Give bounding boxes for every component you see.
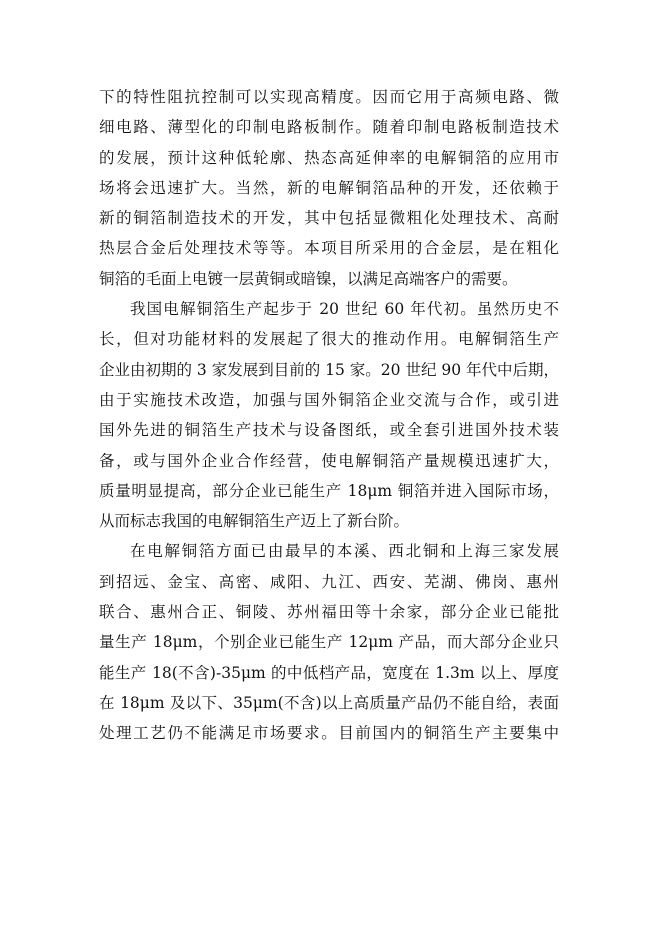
text-line: 新的铜箔制造技术的开发，其中包括显微粗化处理技术、高耐 <box>99 209 559 228</box>
text-line: 质量明显提高，部分企业已能生产 18μm 铜箔并进入国际市场， <box>99 481 559 500</box>
text-line: 联合、惠州合正、铜陵、苏州福田等十余家，部分企业已能批 <box>99 603 559 622</box>
text-line: 下的特性阻抗控制可以实现高精度。因而它用于高频电路、微 <box>99 88 559 106</box>
text-line: 处理工艺仍不能满足市场要求。目前国内的铜箔生产主要集中 <box>99 724 559 743</box>
text-line: 企业由初期的 3 家发展到目前的 15 家。20 世纪 90 年代中后期， <box>99 360 559 379</box>
text-line: 铜箔的毛面上电镀一层黄铜或暗镍，以满足高端客户的需要。 <box>99 269 518 288</box>
text-line: 量生产 18μm，个别企业已能生产 12μm 产品，而大部分企业只 <box>99 633 559 652</box>
text-line: 从而标志我国的电解铜箔生产迈上了新台阶。 <box>99 512 410 531</box>
text-line: 国外先进的铜箔生产技术与设备图纸，或全套引进国外技术装 <box>99 421 559 440</box>
text-line: 到招远、金宝、高密、咸阳、九江、西安、芜湖、佛岗、惠州 <box>99 572 559 591</box>
text-line: 的发展，预计这种低轮廓、热态高延伸率的电解铜箔的应用市 <box>99 148 559 167</box>
paragraph-start-line: 我国电解铜箔生产起步于 20 世纪 60 年代初。虽然历史不 <box>130 300 559 319</box>
text-line: 由于实施技术改造，加强与国外铜箔企业交流与合作，或引进 <box>99 390 559 409</box>
body-text <box>99 82 559 749</box>
text-line: 场将会迅速扩大。当然，新的电解铜箔品种的开发，还依赖于 <box>99 178 559 197</box>
text-line: 细电路、薄型化的印制电路板制作。随着印制电路板制造技术 <box>99 118 559 137</box>
text-line: 备，或与国外企业合作经营，使电解铜箔产量规模迅速扩大， <box>99 451 559 470</box>
text-line: 能生产 18(不含)-35μm 的中低档产品，宽度在 1.3m 以上、厚度 <box>99 663 559 682</box>
text-line: 在 18μm 及以下、35μm(不含)以上高质量产品仍不能自给，表面 <box>99 693 559 712</box>
paragraph-start-line: 在电解铜箔方面已由最早的本溪、西北铜和上海三家发展 <box>130 542 559 561</box>
text-line: 热层合金后处理技术等等。本项目所采用的合金层，是在粗化 <box>99 239 559 258</box>
text-line: 长，但对功能材料的发展起了很大的推动作用。电解铜箔生产 <box>99 330 559 349</box>
